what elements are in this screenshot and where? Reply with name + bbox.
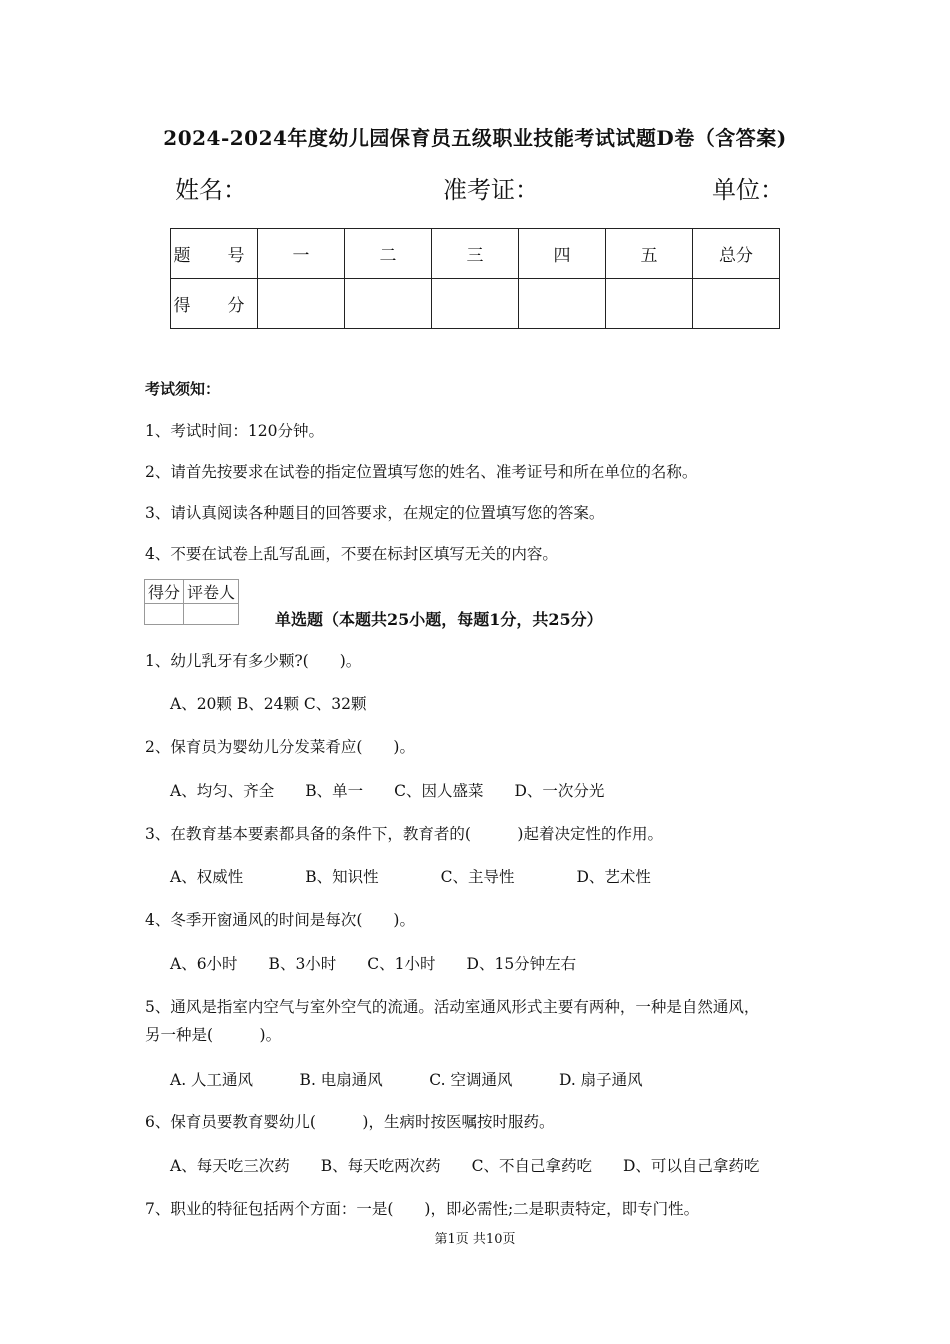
score-table-header-cell: 四 xyxy=(519,229,606,279)
grader-score-cell[interactable] xyxy=(145,604,184,625)
grader-name-cell[interactable] xyxy=(184,604,239,625)
page-footer: 第1页 共10页 xyxy=(434,1232,516,1247)
question-text: 7、职业的特征包括两个方面：一是( )，即必需性;二是职责特定，即专门性。 xyxy=(145,1200,700,1218)
question-options: A、20颗 B、24颗 C、32颗 xyxy=(170,695,367,713)
exam-id-field-label: 准考证： xyxy=(443,176,539,204)
question-options: A、每天吃三次药 B、每天吃两次药 C、不自己拿药吃 D、可以自己拿药吃 xyxy=(170,1157,760,1175)
question-text-continued: 另一种是( )。 xyxy=(145,1026,282,1044)
question-options: A、权威性 B、知识性 C、主导性 D、艺术性 xyxy=(170,868,651,886)
score-table-header-cell: 三 xyxy=(432,229,519,279)
question-text: 6、保育员要教育婴幼儿( )，生病时按医嘱按时服药。 xyxy=(145,1113,555,1131)
score-input-cell[interactable] xyxy=(519,279,606,329)
grader-name-label: 评卷人 xyxy=(184,580,239,604)
page-title: 2024-2024年度幼儿园保育员五级职业技能考试试题D卷（含答案) xyxy=(163,126,787,150)
notice-item: 3、请认真阅读各种题目的回答要求，在规定的位置填写您的答案。 xyxy=(145,504,605,522)
score-input-cell[interactable] xyxy=(606,279,693,329)
section-title: 单选题（本题共25小题，每题1分，共25分） xyxy=(275,610,603,629)
question-text: 3、在教育基本要素都具备的条件下，教育者的( )起着决定性的作用。 xyxy=(145,825,663,843)
name-field-label: 姓名： xyxy=(175,176,247,204)
score-table-row-label: 得 分 xyxy=(171,279,258,329)
score-table-score-row xyxy=(171,279,780,329)
notice-item: 4、不要在试卷上乱写乱画，不要在标封区填写无关的内容。 xyxy=(145,545,558,563)
score-table-header-cell: 五 xyxy=(606,229,693,279)
grader-box xyxy=(144,579,239,625)
question-options: A. 人工通风 B. 电扇通风 C. 空调通风 D. 扇子通风 xyxy=(170,1071,643,1089)
question-text: 1、幼儿乳牙有多少颗?( )。 xyxy=(145,652,362,670)
notice-heading: 考试须知： xyxy=(145,380,221,398)
question-text: 5、通风是指室内空气与室外空气的流通。活动室通风形式主要有两种，一种是自然通风， xyxy=(145,998,760,1016)
score-input-cell[interactable] xyxy=(345,279,432,329)
score-table-header-cell: 总分 xyxy=(693,229,780,279)
notice-item: 1、考试时间：120分钟。 xyxy=(145,422,324,440)
question-options: A、6小时 B、3小时 C、1小时 D、15分钟左右 xyxy=(170,955,577,973)
score-table-header-cell: 二 xyxy=(345,229,432,279)
question-text: 4、冬季开窗通风的时间是每次( )。 xyxy=(145,911,415,929)
score-table-header-row xyxy=(171,229,780,279)
question-text: 2、保育员为婴幼儿分发菜肴应( )。 xyxy=(145,738,415,756)
unit-field-label: 单位： xyxy=(712,176,784,204)
question-options: A、均匀、齐全 B、单一 C、因人盛菜 D、一次分光 xyxy=(170,782,605,800)
grader-score-label: 得分 xyxy=(145,580,184,604)
notice-item: 2、请首先按要求在试卷的指定位置填写您的姓名、准考证号和所在单位的名称。 xyxy=(145,463,698,481)
score-input-cell[interactable] xyxy=(693,279,780,329)
score-table-header-cell: 题 号 xyxy=(171,229,258,279)
score-table xyxy=(170,228,780,329)
score-input-cell[interactable] xyxy=(258,279,345,329)
score-table-header-cell: 一 xyxy=(258,229,345,279)
score-input-cell[interactable] xyxy=(432,279,519,329)
